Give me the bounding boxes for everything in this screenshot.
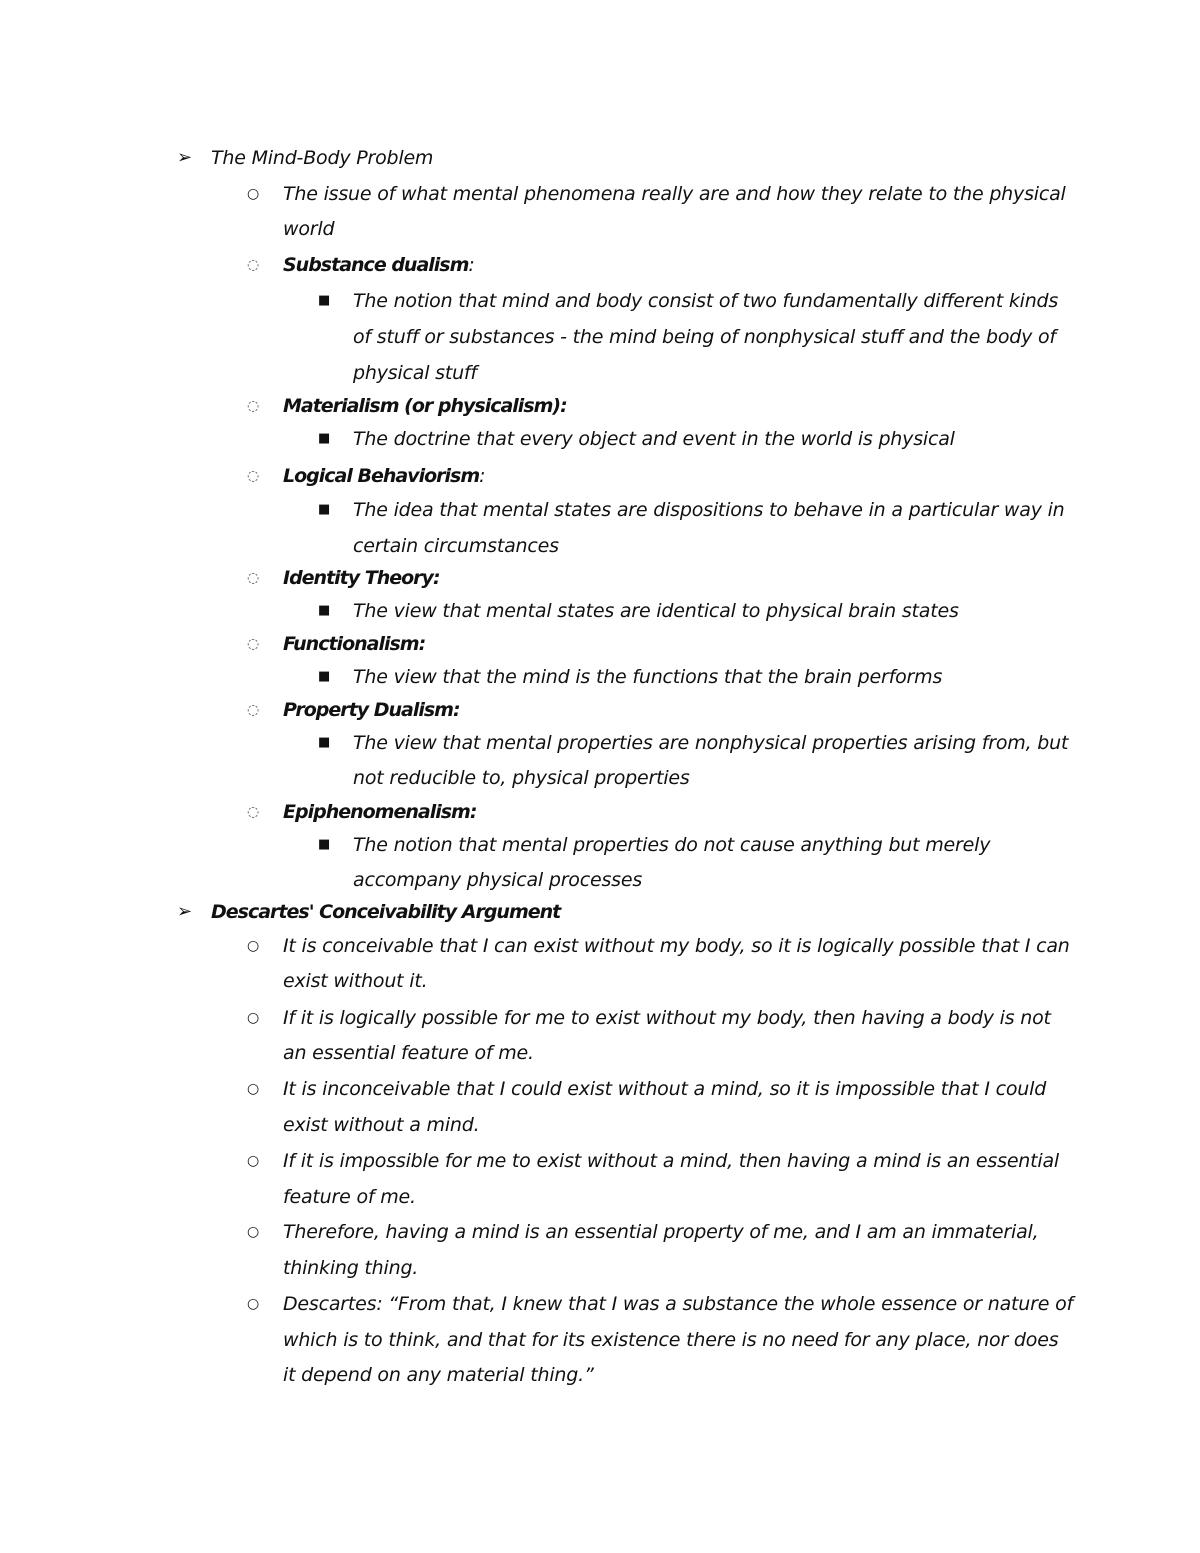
circle-bullet-icon: ○ [247,1296,260,1312]
term-substance-dualism [283,247,475,283]
square-bullet-icon: ■ [318,293,331,308]
section-heading-descartes: Descartes' Conceivability Argument [211,901,561,923]
term-label: Materialism (or physicalism): [283,395,567,417]
term-label: Identity Theory: [283,567,440,589]
circle-bullet-icon: ○ [247,938,260,954]
argument-line: it depend on any material thing.” [283,1364,594,1386]
term-identity-theory [283,560,440,596]
argument-line: It is inconceivable that I could exist without a mind, so it is impossible that I could [283,1078,1047,1100]
term-materialism [283,388,567,424]
circle-bullet-icon: ○ [247,1010,260,1026]
definition-line: The issue of what mental phenomena really are and how they relate to the physical [283,183,1066,205]
term-description-line: accompany physical processes [353,869,643,891]
term-description-line: The view that mental properties are nonphysical properties arising from, but [353,732,1069,754]
term-functionalism [283,626,425,662]
square-bullet-icon: ■ [318,837,331,852]
dotted-circle-bullet-icon: ◌ [247,570,260,586]
square-bullet-icon: ■ [318,603,331,618]
argument-line: It is conceivable that I can exist without my body, so it is logically possible that I can [283,935,1070,957]
argument-line: an essential feature of me. [283,1042,534,1064]
term-label: Epiphenomenalism: [283,801,477,823]
dotted-circle-bullet-icon: ◌ [247,257,260,273]
arrow-bullet-icon: ➢ [177,147,193,168]
term-description-line: physical stuff [353,362,477,384]
term-epiphenomenalism [283,794,476,830]
circle-bullet-icon: ○ [247,1153,260,1169]
term-property-dualism [283,692,460,728]
term-description-line: The doctrine that every object and event in the world is physical [353,428,955,450]
argument-line: thinking thing. [283,1257,419,1279]
dotted-circle-bullet-icon: ◌ [247,398,260,414]
dotted-circle-bullet-icon: ◌ [247,702,260,718]
argument-line: exist without it. [283,970,428,992]
argument-line: Descartes: “From that, I knew that I was a substance the whole essence or nature of [283,1293,1073,1315]
term-logical-behaviorism [283,458,485,494]
term-description-line: The view that the mind is the functions that the brain performs [353,666,943,688]
argument-line: feature of me. [283,1186,416,1208]
argument-line: If it is logically possible for me to exist without my body, then having a body is not [283,1007,1051,1029]
circle-bullet-icon: ○ [247,186,260,202]
term-description-line: The notion that mental properties do not cause anything but merely [353,834,991,856]
square-bullet-icon: ■ [318,669,331,684]
definition-line: world [283,218,335,240]
term-suffix: : [468,254,475,276]
square-bullet-icon: ■ [318,431,331,446]
term-description-line: not reducible to, physical properties [353,767,690,789]
dotted-circle-bullet-icon: ◌ [247,804,260,820]
term-label: Substance dualism [283,254,469,276]
argument-line: exist without a mind. [283,1114,480,1136]
square-bullet-icon: ■ [318,502,331,517]
argument-line: Therefore, having a mind is an essential property of me, and I am an immaterial, [283,1221,1039,1243]
term-description-line: The notion that mind and body consist of two fundamentally different kinds [353,290,1059,312]
dotted-circle-bullet-icon: ◌ [247,468,260,484]
term-description-line: certain circumstances [353,535,559,557]
section-heading-mind-body: The Mind-Body Problem [211,147,434,169]
term-label: Functionalism: [283,633,426,655]
term-description-line: The idea that mental states are dispositions to behave in a particular way in [353,499,1065,521]
term-suffix: : [479,465,486,487]
arrow-bullet-icon: ➢ [177,901,193,922]
square-bullet-icon: ■ [318,735,331,750]
term-label: Logical Behaviorism [283,465,480,487]
argument-line: If it is impossible for me to exist without a mind, then having a mind is an essential [283,1150,1060,1172]
circle-bullet-icon: ○ [247,1224,260,1240]
term-description-line: of stuff or substances - the mind being of nonphysical stuff and the body of [353,326,1056,348]
term-description-line: The view that mental states are identical to physical brain states [353,600,959,622]
argument-line: which is to think, and that for its existence there is no need for any place, nor does [283,1329,1059,1351]
term-label: Property Dualism: [283,699,460,721]
circle-bullet-icon: ○ [247,1081,260,1097]
dotted-circle-bullet-icon: ◌ [247,636,260,652]
